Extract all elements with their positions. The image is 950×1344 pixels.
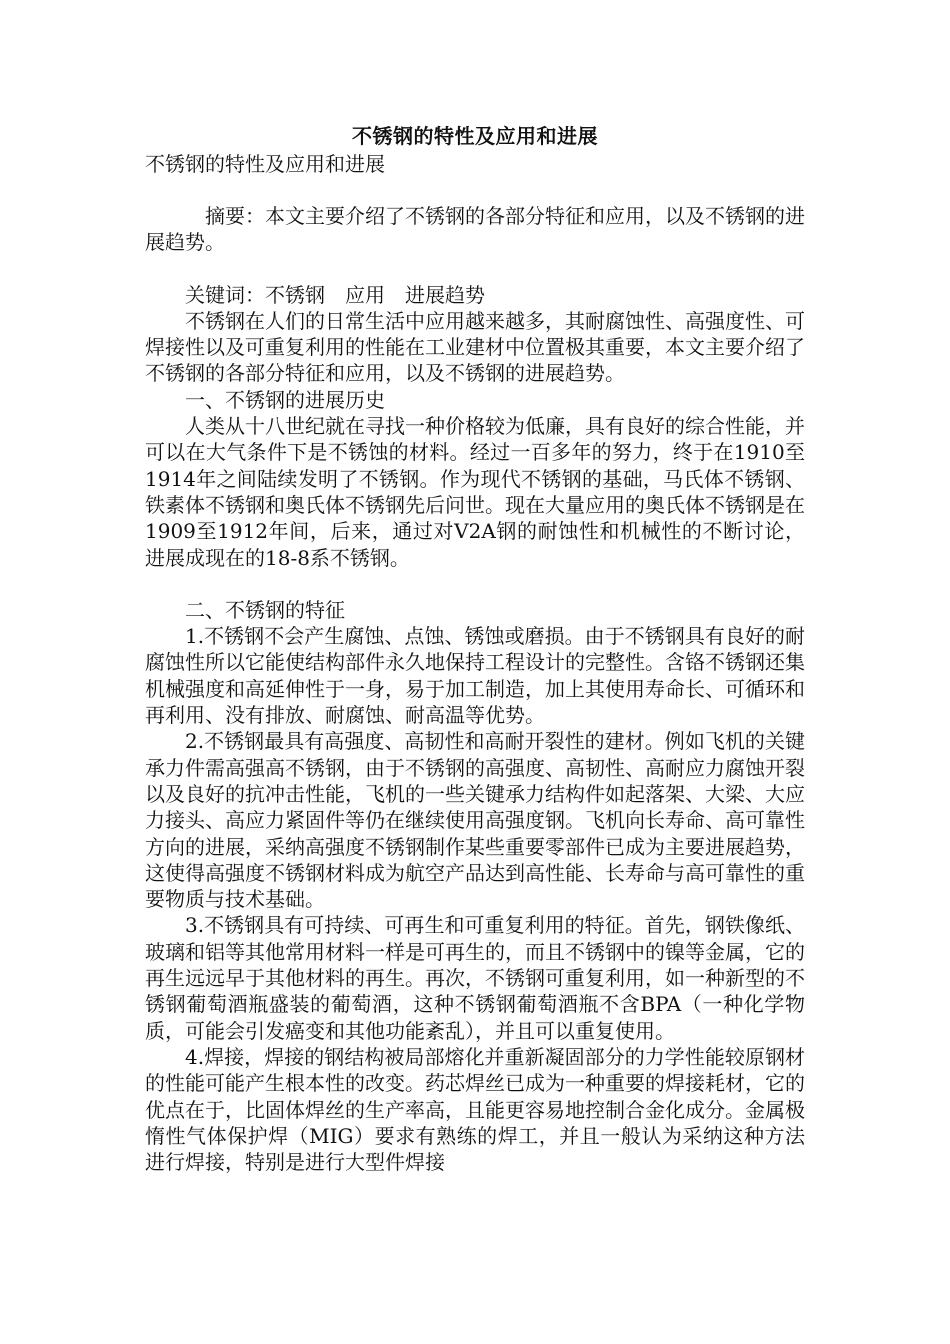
feature-item-1: 1.不锈钢不会产生腐蚀、点蚀、锈蚀或磨损。由于不锈钢具有良好的耐腐蚀性所以它能使结构部件永久地保持工程设计的完整性。含铬不锈钢还集机械强度和高延伸性于一身，易于加工制造，加上其使用寿命长、可循环和再利用、没有排放、耐腐蚀、耐高温等优势。 [145,624,805,728]
feature-item-4: 4.焊接，焊接的钢结构被局部熔化并重新凝固部分的力学性能较原钢材的性能可能产生根本性的改变。药芯焊丝已成为一种重要的焊接耗材，它的优点在于，比固体焊丝的生产率高，且能更容易地控制合金化成分。金属极惰性气体保护焊（MIG）要求有熟练的焊工，并且一般认为采纳这种方法进行焊接，特别是进行大型件焊接 [145,1044,805,1175]
document-body [145,121,805,1175]
section-heading-features: 二、不锈钢的特征 [185,597,345,622]
intro-paragraph: 不锈钢在人们的日常生活中应用越来越多，其耐腐蚀性、高强度性、可焊接性以及可重复利用的性能在工业建材中位置极其重要，本文主要介绍了不锈钢的各部分特征和应用，以及不锈钢的进展趋势。 [145,308,805,386]
history-paragraph: 人类从十八世纪就在寻找一种价格较为低廉，具有良好的综合性能，并可以在大气条件下是不锈蚀的材料。经过一百多年的努力，终于在1910至1914年之间陆续发明了不锈钢。作为现代不锈钢的基础，马氏体不锈钢、铁素体不锈钢和奥氏体不锈钢先后问世。现在大量应用的奥氏体不锈钢是在1909至1912年间，后来，通过对V2A钢的耐蚀性和机械性的不断讨论，进展成现在的18-8系不锈钢。 [145,414,805,570]
abstract-paragraph: 摘要：本文主要介绍了不锈钢的各部分特征和应用，以及不锈钢的进展趋势。 [145,204,805,255]
paragraph-gap [145,571,805,597]
document-title: 不锈钢的特性及应用和进展 [352,124,598,148]
section-heading-history: 一、不锈钢的进展历史 [185,387,385,412]
feature-item-2: 2.不锈钢最具有高强度、高韧性和高耐开裂性的建材。例如飞机的关键承力件需高强高不锈钢，由于不锈钢的高强度、高韧性、高耐应力腐蚀开裂以及良好的抗冲击性能，飞机的一些关键承力结构件如起落架、大梁、大应力接头、高应力紧固件等仍在继续使用高强度钢。飞机向长寿命、高可靠性方向的进展，采纳高强度不锈钢制作某些重要零部件已成为主要进展趋势，这使得高强度不锈钢材料成为航空产品达到高性能、长寿命与高可靠性的重要物质与技术基础。 [145,729,805,912]
feature-item-3: 3.不锈钢具有可持续、可再生和可重复利用的特征。首先，钢铁像纸、玻璃和铝等其他常用材料一样是可再生的，而且不锈钢中的镍等金属，它的再生远远早于其他材料的再生。再次，不锈钢可重复利用，如一种新型的不锈钢葡萄酒瓶盛装的葡萄酒，这种不锈钢葡萄酒瓶不含BPA（一种化学物质，可能会引发癌变和其他功能紊乱），并且可以重复使用。 [145,913,805,1043]
document-subtitle: 不锈钢的特性及应用和进展 [145,152,385,176]
keywords-line: 关键词：不锈钢 应用 进展趋势 [185,282,485,307]
